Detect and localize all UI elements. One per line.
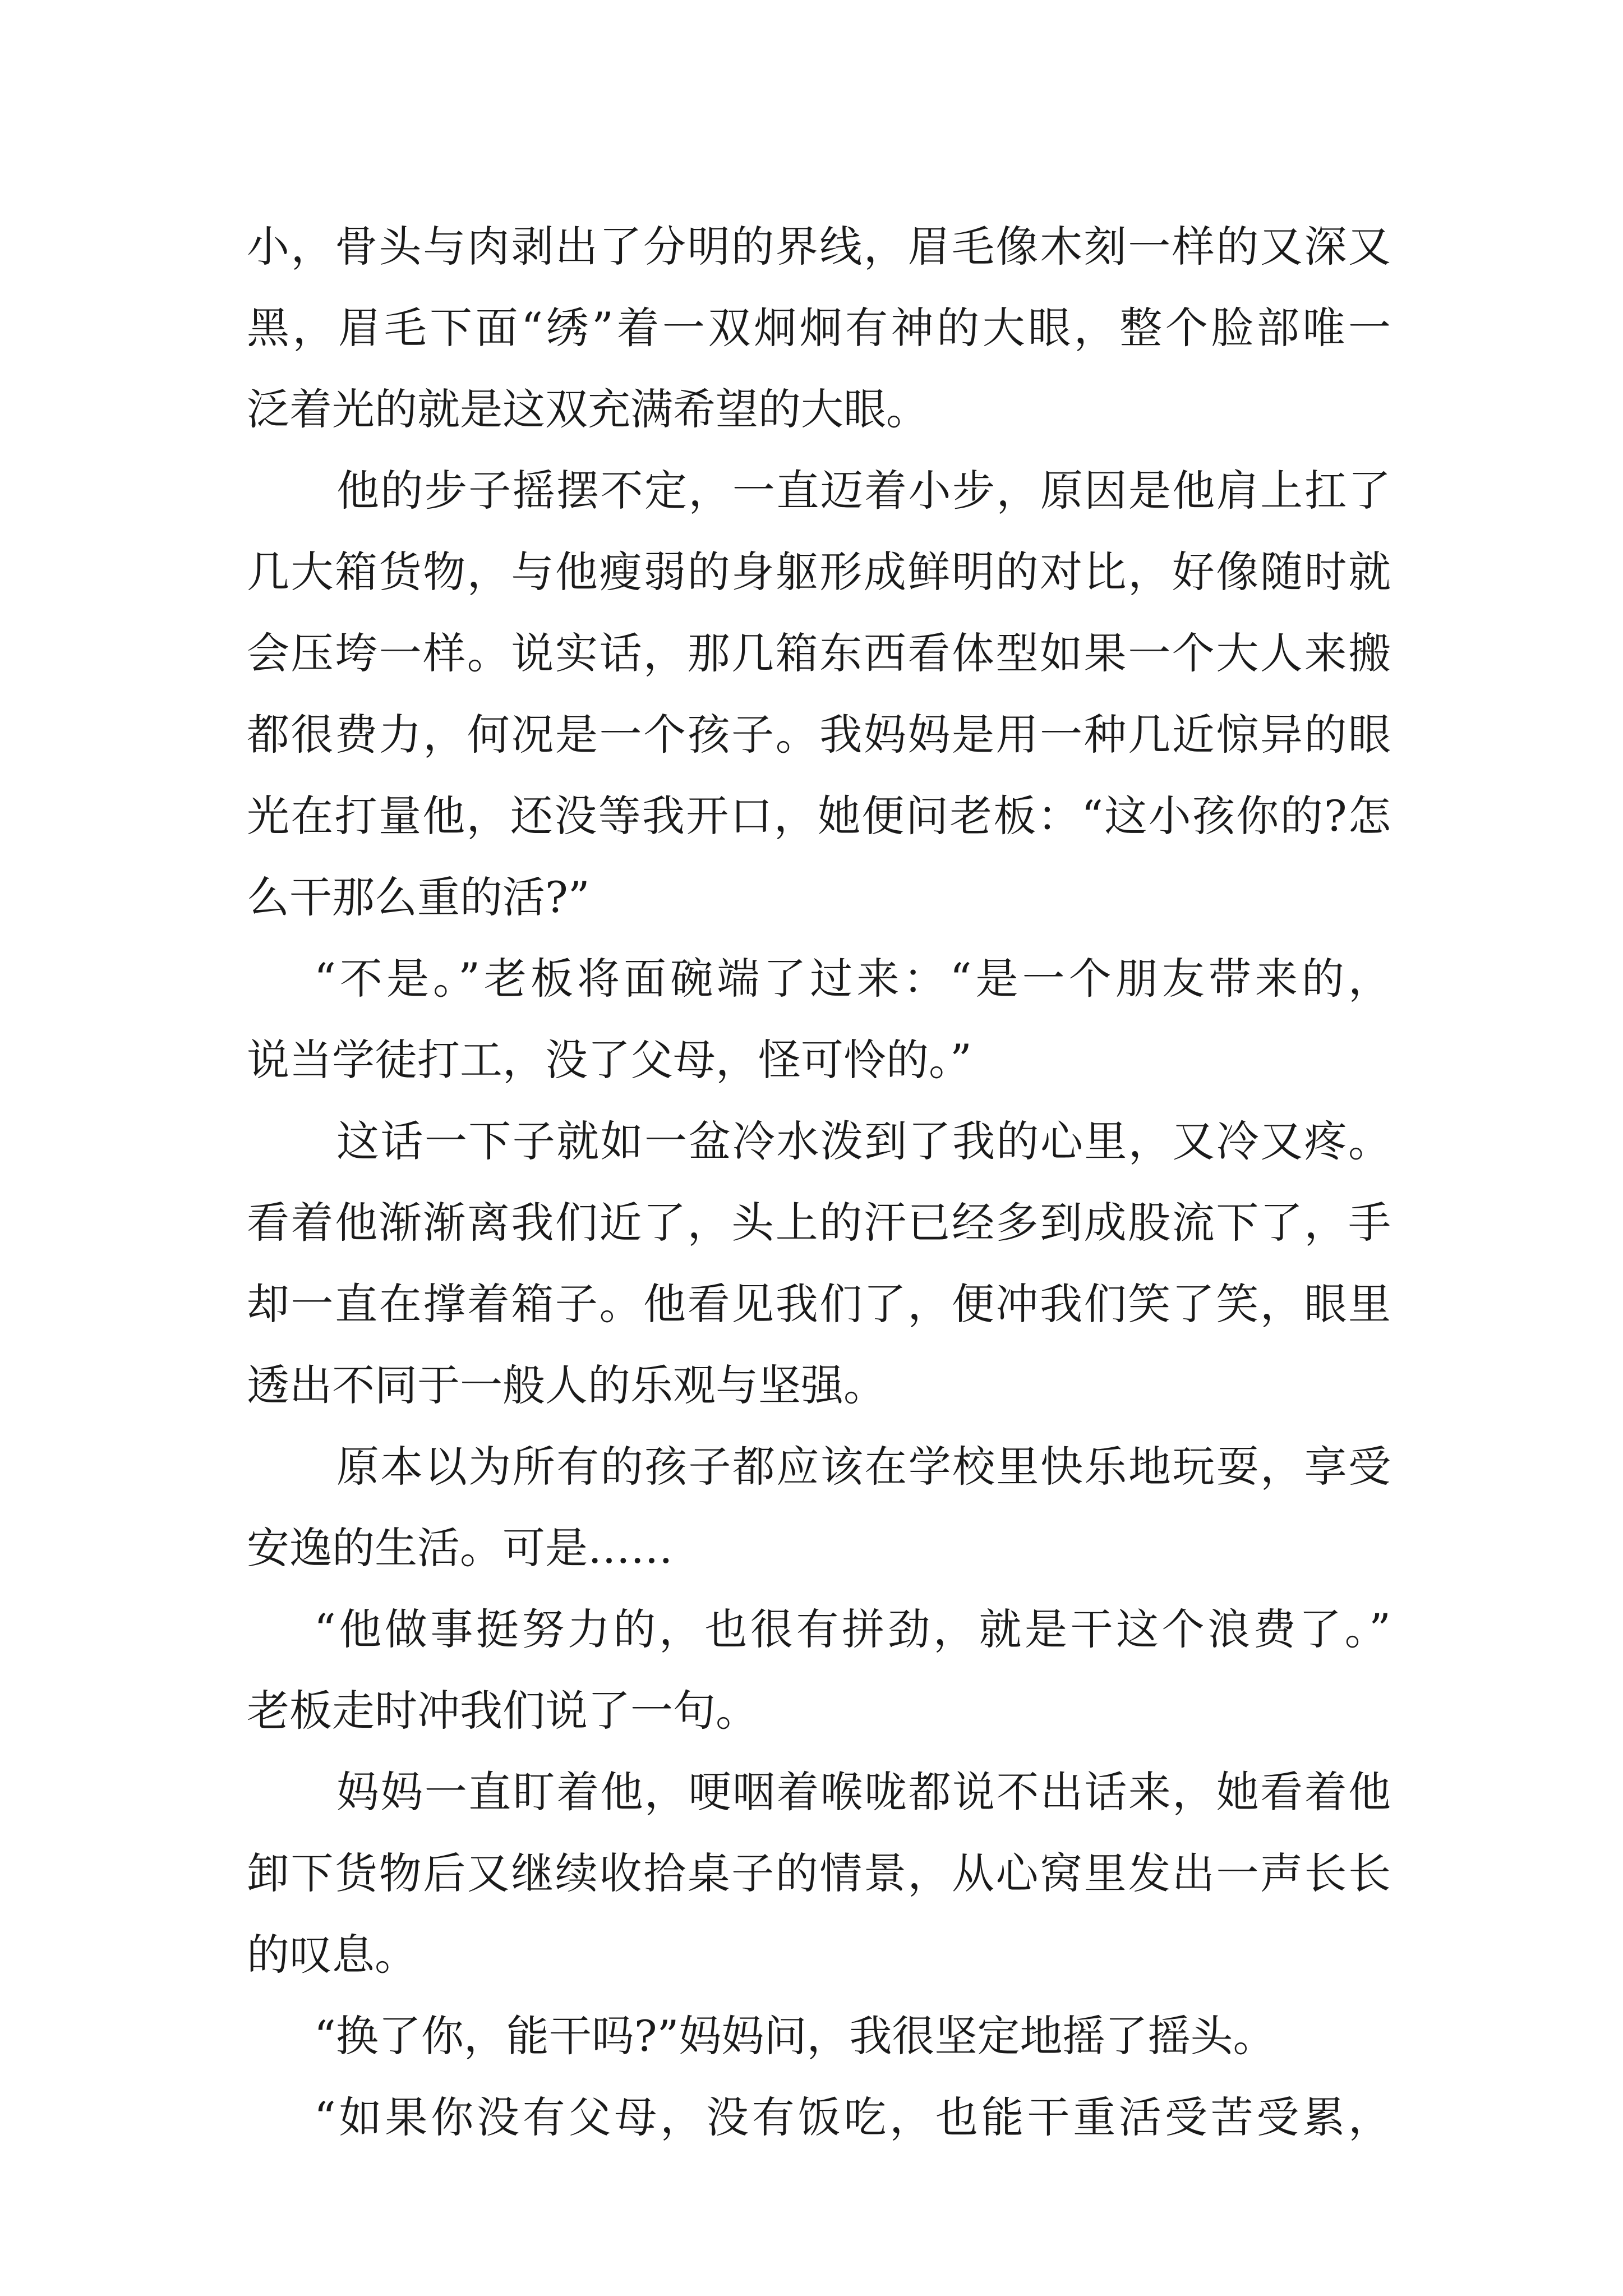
paragraph-first-line: “如果你没有父母，没有饭吃，也能干重活受苦受累， — [314, 2092, 1391, 2142]
text-line: 却一直在撑着箱子。他看见我们了，便冲我们笑了笑，眼里 — [247, 1279, 1391, 1329]
paragraph-first-line: 他的步子摇摆不定，一直迈着小步，原因是他肩上扛了 — [336, 466, 1391, 516]
text-line: 小，骨头与肉剥出了分明的界线，眉毛像木刻一样的又深又 — [247, 222, 1391, 272]
paragraph-first-line: 这话一下子就如一盆冷水泼到了我的心里，又冷又疼。 — [336, 1116, 1391, 1166]
text-line: 透出不同于一般人的乐观与坚强。 — [247, 1360, 886, 1410]
paragraph-first-line: 原本以为所有的孩子都应该在学校里快乐地玩耍，享受 — [336, 1442, 1391, 1492]
text-line: 泛着光的就是这双充满希望的大眼。 — [247, 384, 929, 434]
text-line: 老板走时冲我们说了一句。 — [247, 1686, 758, 1736]
paragraph-first-line: “不是。”老板将面碗端了过来：“是一个朋友带来的， — [314, 954, 1391, 1004]
text-line: 会压垮一样。说实话，那几箱东西看体型如果一个大人来搬 — [247, 628, 1391, 678]
text-line: 么干那么重的活?” — [247, 872, 590, 922]
paragraph-first-line: 妈妈一直盯着他，哽咽着喉咙都说不出话来，她看着他 — [336, 1767, 1391, 1817]
text-line: 几大箱货物，与他瘦弱的身躯形成鲜明的对比，好像随时就 — [247, 547, 1391, 597]
text-line: 黑，眉毛下面“绣”着一双炯炯有神的大眼，整个脸部唯一 — [247, 303, 1391, 353]
text-line: 都很费力，何况是一个孩子。我妈妈是用一种几近惊异的眼 — [247, 710, 1391, 760]
text-line: 安逸的生活。可是…… — [247, 1523, 673, 1573]
paragraph-first-line: “换了你，能干吗?”妈妈问，我很坚定地摇了摇头。 — [314, 2011, 1276, 2061]
text-line: 看着他渐渐离我们近了，头上的汗已经多到成股流下了，手 — [247, 1198, 1391, 1248]
paragraph-first-line: “他做事挺努力的，也很有拼劲，就是干这个浪费了。” — [314, 1604, 1391, 1654]
text-line: 光在打量他，还没等我开口，她便问老板：“这小孩你的?怎 — [247, 791, 1391, 841]
text-line: 说当学徒打工，没了父母，怪可怜的。” — [247, 1035, 972, 1085]
text-line: 卸下货物后又继续收拾桌子的情景，从心窝里发出一声长长 — [247, 1848, 1391, 1898]
text-line: 的叹息。 — [247, 1930, 417, 1980]
